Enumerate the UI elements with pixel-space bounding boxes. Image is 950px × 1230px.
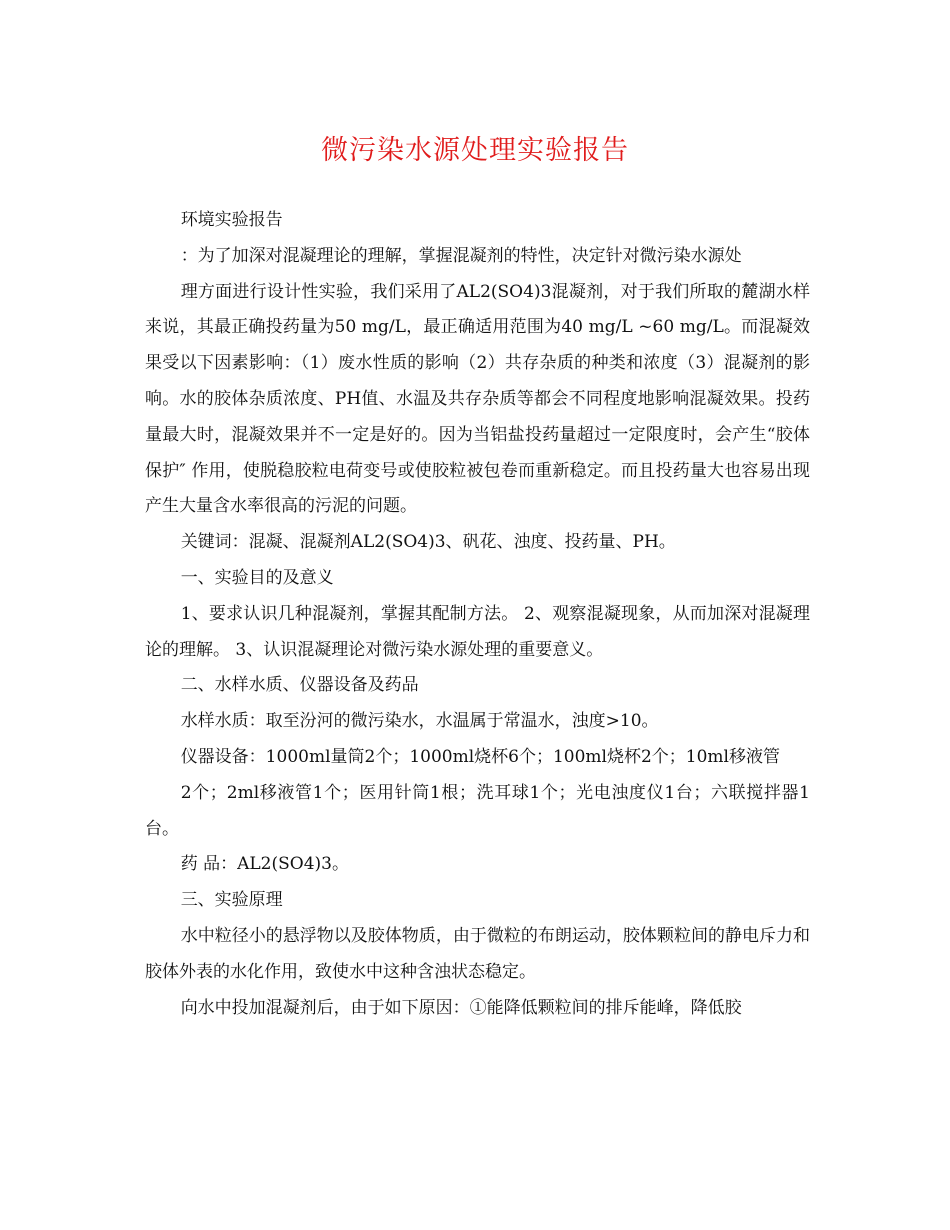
body-paragraph: 二、水样水质、仪器设备及药品: [180, 675, 419, 696]
body-paragraph: 三、实验原理: [180, 890, 283, 911]
body-paragraph: 理方面进行设计性实验，我们采用了AL2(SO4)3混凝剂，对于我们所取的麓湖水样来说，其最正确投药量为50 mg/L，最正确适用范围为40 mg/L ~60 mg/L。而混凝效果受以下因素影响：（1）废水性质的影响（2）共存杂质的种类和浓度（3）混凝剂的影响。水的胶体杂质浓度、PH值、水温及共存杂质等都会不同程度地影响混凝效果。投药量最大时，混凝效果并不一定是好的。因为当铝盐投药量超过一定限度时，会产生“胶体保护″ 作用，使脱稳胶粒电荷变号或使胶粒被包卷而重新稳定。而且投药量大也容易出现产生大量含水率很高的污泥的问题。: [145, 281, 810, 517]
document-title: 微污染水源处理实验报告: [321, 135, 629, 166]
body-paragraph: 1、要求认识几种混凝剂，掌握其配制方法。 2、观察混凝现象，从而加深对混凝理论的理解。 3、认识混凝理论对微污染水源处理的重要意义。: [145, 603, 810, 660]
body-paragraph: 水样水质：取至汾河的微污染水，水温属于常温水，浊度>10。: [180, 711, 659, 732]
body-paragraph: 一、实验目的及意义: [180, 567, 334, 588]
body-paragraph: 关键词：混凝、混凝剂AL2(SO4)3、矾花、浊度、投药量、PH。: [180, 532, 676, 553]
body-paragraph: 仪器设备：1000ml量筒2个；1000ml烧杯6个；100ml烧杯2个；10ml移液管: [180, 746, 780, 767]
document-body: [145, 203, 810, 1026]
body-paragraph: 水中粒径小的悬浮物以及胶体物质，由于微粒的布朗运动，胶体颗粒间的静电斥力和胶体外表的水化作用，致使水中这种含浊状态稳定。: [145, 925, 810, 982]
body-paragraph: ：为了加深对混凝理论的理解，掌握混凝剂的特性，决定针对微污染水源处: [180, 245, 742, 266]
body-paragraph: 环境实验报告: [180, 210, 283, 230]
body-paragraph: 2个；2ml移液管1个；医用针筒1根；洗耳球1个；光电浊度仪1台；六联搅拌器1台。: [145, 782, 810, 839]
body-paragraph: 向水中投加混凝剂后，由于如下原因：①能降低颗粒间的排斥能峰，降低胶: [180, 997, 742, 1018]
body-paragraph: 药 品：AL2(SO4)3。: [180, 854, 349, 875]
